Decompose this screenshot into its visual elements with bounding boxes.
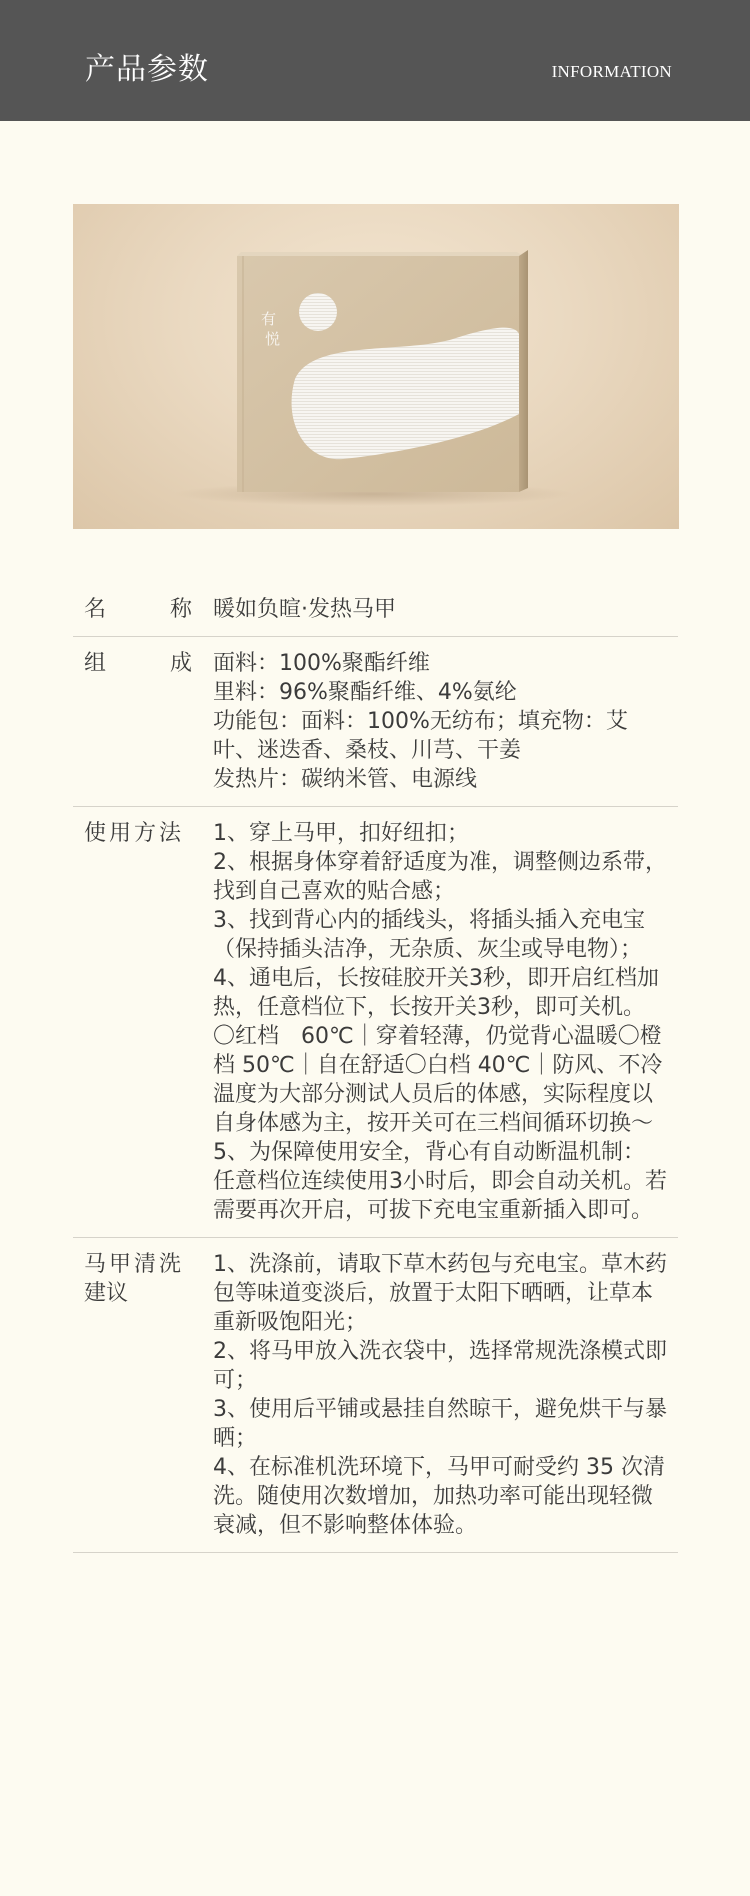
page-header: [0, 0, 750, 121]
spec-row-usage: [73, 807, 678, 1238]
spec-label: 马甲清洗 建议: [84, 1252, 185, 1306]
spec-content: 暖如负暄·发热马甲: [213, 597, 396, 622]
spec-label: 名 称: [84, 597, 192, 622]
spec-label: 使用方法: [84, 821, 185, 846]
spec-label: 组 成: [84, 651, 192, 676]
spec-row-washing: [73, 1238, 678, 1553]
spec-content: 面料：100%聚酯纤维 里料：96%聚酯纤维、4%氨纶 功能包：面料：100%无纺布；填充物：艾叶、迷迭香、桑枝、川芎、干姜 发热片：碳纳米管、电源线: [213, 651, 628, 792]
spec-row-name: [73, 587, 678, 637]
spec-table: [73, 587, 678, 1553]
product-photo: [73, 204, 679, 529]
page-subtitle: INFORMATION: [551, 62, 672, 81]
spec-row-composition: [73, 637, 678, 807]
page-title: 产品参数: [85, 52, 209, 87]
spec-content: 1、洗涤前，请取下草木药包与充电宝。草木药包等味道变淡后，放置于太阳下晒晒，让草本重新吸饱阳光； 2、将马甲放入洗衣袋中，选择常规洗涤模式即可； 3、使用后平铺或悬挂自然晾干，避免烘干与暴晒； 4、在标准机洗环境下，马甲可耐受约 35 次清洗。随使用次数增加，加热功率可能出现轻微衰减，但不影响整体体验。: [213, 1252, 667, 1538]
svg-text:悦: 悦: [265, 330, 281, 348]
box-brand-text: 有: [261, 310, 277, 328]
product-box-illustration: [73, 204, 679, 529]
spec-content: 1、穿上马甲，扣好纽扣； 2、根据身体穿着舒适度为准，调整侧边系带，找到自己喜欢的贴合感； 3、找到背心内的插线头，将插头插入充电宝（保持插头洁净，无杂质、灰尘或导电物）； 4、通电后，长按硅胶开关3秒，即开启红档加热，任意档位下，长按开关3秒，即可关机。 〇红档 60℃｜穿着轻薄，仍觉背心温暖〇橙档 50℃｜自在舒适〇白档 40℃｜防风、不冷 温度为大部分测试人员后的体感，实际程度以自身体感为主，按开关可在三档间循环切换～ 5、为保障使用安全，背心有自动断温机制： 任意档位连续使用3小时后，即会自动关机。若需要再次开启，可拔下充电宝重新插入即可。: [213, 821, 667, 1223]
